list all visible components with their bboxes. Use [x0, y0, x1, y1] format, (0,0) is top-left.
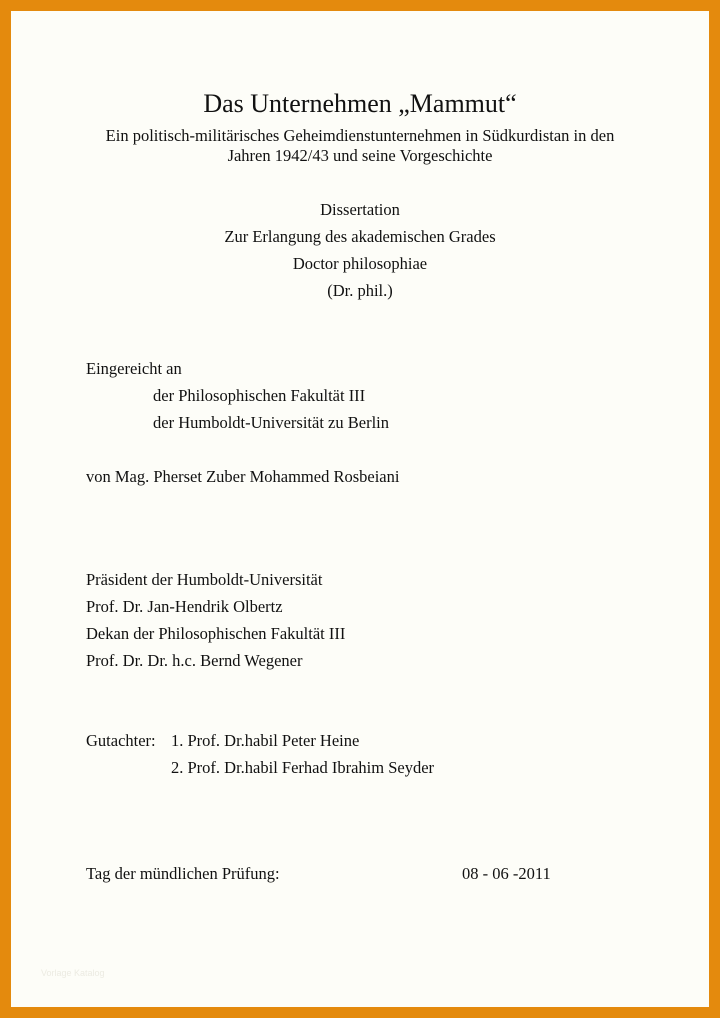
exam-date-label: Tag der mündlichen Prüfung: — [86, 864, 280, 883]
dean-name: Prof. Dr. Dr. h.c. Bernd Wegener — [86, 651, 303, 670]
reviewer-second: 2. Prof. Dr.habil Ferhad Ibrahim Seyder — [171, 758, 435, 777]
subtitle-line-2: Jahren 1942/43 und seine Vorgeschichte — [227, 146, 493, 165]
submitted-label: Eingereicht an — [86, 359, 182, 378]
reviewer-first: 1. Prof. Dr.habil Peter Heine — [171, 731, 360, 750]
subtitle-line-1: Ein politisch-militärisches Geheimdienstunternehmen in Südkurdistan in den — [105, 126, 615, 145]
document-page — [11, 11, 709, 1007]
submitted-faculty: der Philosophischen Fakultät III — [153, 386, 366, 405]
dissertation-label: Dissertation — [320, 200, 400, 219]
president-title: Präsident der Humboldt-Universität — [86, 570, 323, 589]
exam-date-value: 08 - 06 -2011 — [462, 864, 551, 883]
reviewers-label: Gutachter: — [86, 731, 156, 750]
dean-title: Dekan der Philosophischen Fakultät III — [86, 624, 346, 643]
degree-abbreviation: (Dr. phil.) — [327, 281, 393, 300]
president-name: Prof. Dr. Jan-Hendrik Olbertz — [86, 597, 283, 616]
document-title: Das Unternehmen „Mammut“ — [203, 89, 517, 118]
author-line: von Mag. Pherset Zuber Mohammed Rosbeiani — [86, 467, 400, 486]
degree-name: Doctor philosophiae — [292, 254, 428, 273]
degree-purpose: Zur Erlangung des akademischen Grades — [224, 227, 496, 246]
submitted-university: der Humboldt-Universität zu Berlin — [153, 413, 389, 432]
watermark: Vorlage Katalog — [41, 968, 105, 978]
